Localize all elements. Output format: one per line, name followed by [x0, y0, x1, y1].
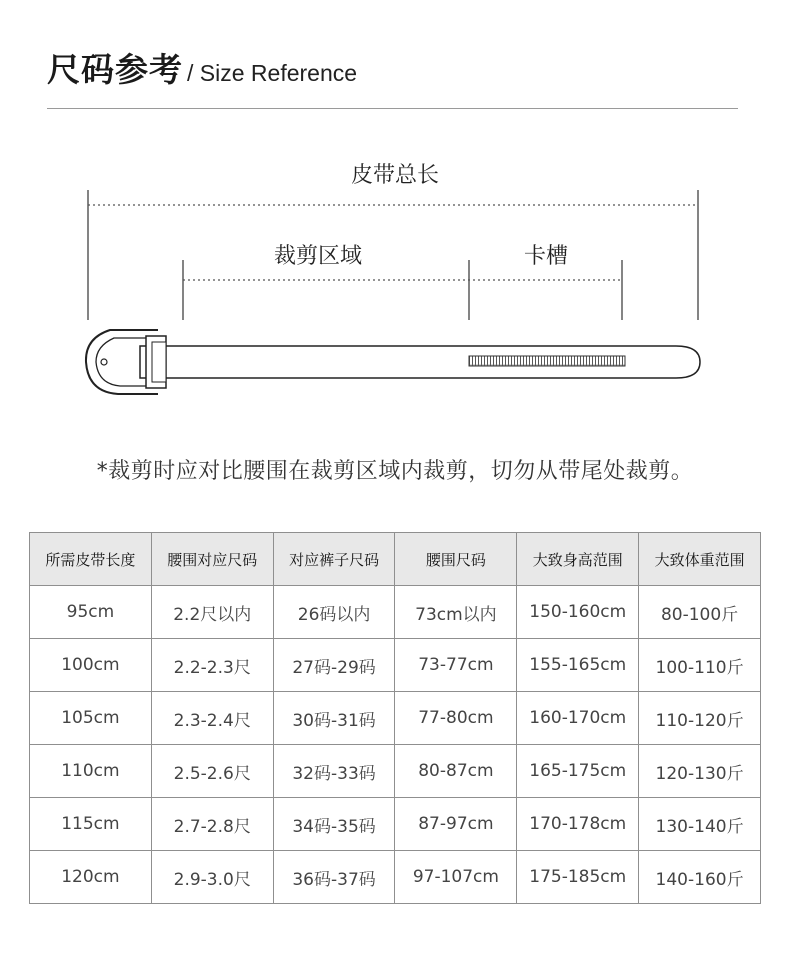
table-cell: 97-107cm: [395, 851, 517, 904]
table-cell: 2.3-2.4尺: [151, 692, 273, 745]
table-cell: 2.9-3.0尺: [151, 851, 273, 904]
header-cell: 所需皮带长度: [30, 533, 152, 586]
table-cell: 80-87cm: [395, 745, 517, 798]
title-english: / Size Reference: [187, 60, 358, 86]
header-cell: 腰围尺码: [395, 533, 517, 586]
table-row: [30, 692, 761, 745]
table-cell: 120cm: [30, 851, 152, 904]
table-cell: 155-165cm: [517, 639, 639, 692]
table-cell: 2.2-2.3尺: [151, 639, 273, 692]
table-row: [30, 639, 761, 692]
table-cell: 105cm: [30, 692, 152, 745]
table-cell: 170-178cm: [517, 798, 639, 851]
table-header-row: [30, 533, 761, 586]
table-cell: 120-130斤: [639, 745, 761, 798]
table-cell: 110cm: [30, 745, 152, 798]
table-cell: 95cm: [30, 586, 152, 639]
table-cell: 165-175cm: [517, 745, 639, 798]
table-cell: 160-170cm: [517, 692, 639, 745]
belt-diagram: [0, 0, 790, 440]
table-cell: 140-160斤: [639, 851, 761, 904]
header-cell: 大致身高范围: [517, 533, 639, 586]
table-cell: 26码以内: [273, 586, 395, 639]
table-cell: 2.7-2.8尺: [151, 798, 273, 851]
table-cell: 73-77cm: [395, 639, 517, 692]
table-cell: 100cm: [30, 639, 152, 692]
table-cell: 150-160cm: [517, 586, 639, 639]
table-row: [30, 745, 761, 798]
header-cell: 大致体重范围: [639, 533, 761, 586]
table-cell: 110-120斤: [639, 692, 761, 745]
header-cell: 对应裤子尺码: [273, 533, 395, 586]
table-cell: 100-110斤: [639, 639, 761, 692]
slot-label: 卡槽: [523, 244, 569, 269]
table-cell: 36码-37码: [273, 851, 395, 904]
buckle-pin: [101, 359, 107, 365]
table-cell: 30码-31码: [273, 692, 395, 745]
table-cell: 87-97cm: [395, 798, 517, 851]
table-cell: 77-80cm: [395, 692, 517, 745]
table-cell: 80-100斤: [639, 586, 761, 639]
total-length-label: 皮带总长: [350, 163, 440, 188]
table-cell: 27码-29码: [273, 639, 395, 692]
table-row: [30, 586, 761, 639]
table-cell: 34码-35码: [273, 798, 395, 851]
header-cell: 腰围对应尺码: [151, 533, 273, 586]
size-table: [29, 532, 761, 904]
title-chinese: 尺码参考: [47, 50, 183, 89]
table-cell: 32码-33码: [273, 745, 395, 798]
cut-area-label: 裁剪区域: [273, 244, 363, 269]
table-row: [30, 851, 761, 904]
table-row: [30, 798, 761, 851]
cutting-note: *裁剪时应对比腰围在裁剪区域内裁剪，切勿从带尾处裁剪。: [96, 459, 694, 484]
table-cell: 115cm: [30, 798, 152, 851]
table-cell: 2.2尺以内: [151, 586, 273, 639]
buckle-clamp-inner: [152, 342, 166, 382]
table-cell: 175-185cm: [517, 851, 639, 904]
ratchet-slot: [469, 356, 625, 366]
table-cell: 2.5-2.6尺: [151, 745, 273, 798]
table-cell: 130-140斤: [639, 798, 761, 851]
table-cell: 73cm以内: [395, 586, 517, 639]
